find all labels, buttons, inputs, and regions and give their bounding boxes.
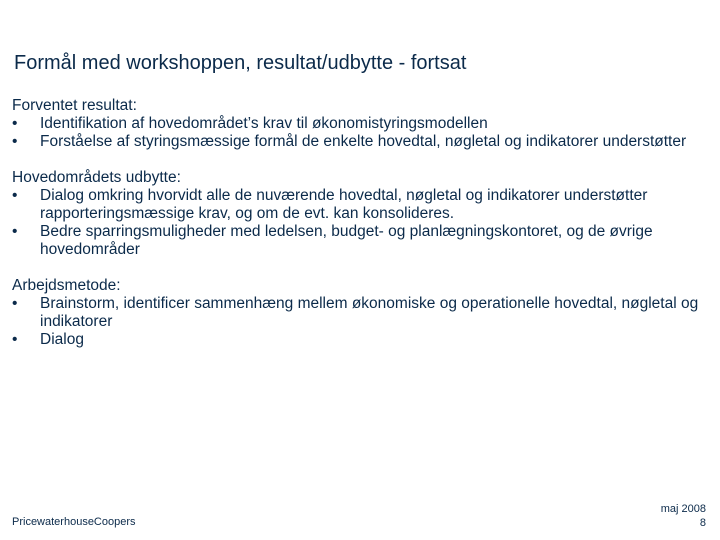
section-expected-result [12,97,712,151]
list-item-text: Dialog omkring hvorvidt alle de nuværende hovedtal, nøgletal og indikatorer understøtter rapporteringsmæssige krav, og om de evt. kan konsolideres. [40,187,648,222]
section-heading: Hovedområdets udbytte: [12,169,181,186]
footer-company-name: PricewaterhouseCoopers [12,516,136,528]
slide-title: Formål med workshoppen, resultat/udbytte - fortsat [14,52,467,74]
section-heading: Forventet resultat: [12,97,137,114]
list-item [12,133,712,151]
bullet-marker: • [12,331,18,348]
slide-body [12,97,712,367]
section-heading: Arbejdsmetode: [12,277,121,294]
list-item-text: Bedre sparringsmuligheder med ledelsen, budget- og planlægningskontoret, og de øvrige hovedområder [40,223,653,258]
bullet-marker: • [12,133,18,150]
list-item [12,223,712,259]
section-work-method [12,277,712,349]
footer-page-number: 8 [699,517,706,529]
bullet-list [12,187,712,259]
bullet-marker: • [12,295,18,312]
bullet-marker: • [12,223,18,240]
bullet-list [12,115,712,151]
footer-date: maj 2008 [660,503,706,515]
bullet-list [12,295,712,349]
list-item-text: Dialog [40,331,84,348]
list-item-text: Brainstorm, identificer sammenhæng mellem økonomiske og operationelle hovedtal, nøgletal og indikatorer [40,295,699,330]
list-item-text: Identifikation af hovedområdet’s krav til økonomistyringsmodellen [40,115,488,132]
section-area-benefit [12,169,712,259]
bullet-marker: • [12,115,18,132]
bullet-marker: • [12,187,18,204]
list-item [12,187,712,223]
list-item-text: Forståelse af styringsmæssige formål de enkelte hovedtal, nøgletal og indikatorer understøtter [40,133,687,150]
list-item [12,115,712,133]
list-item [12,331,712,349]
footer-meta [661,502,706,530]
list-item [12,295,712,331]
